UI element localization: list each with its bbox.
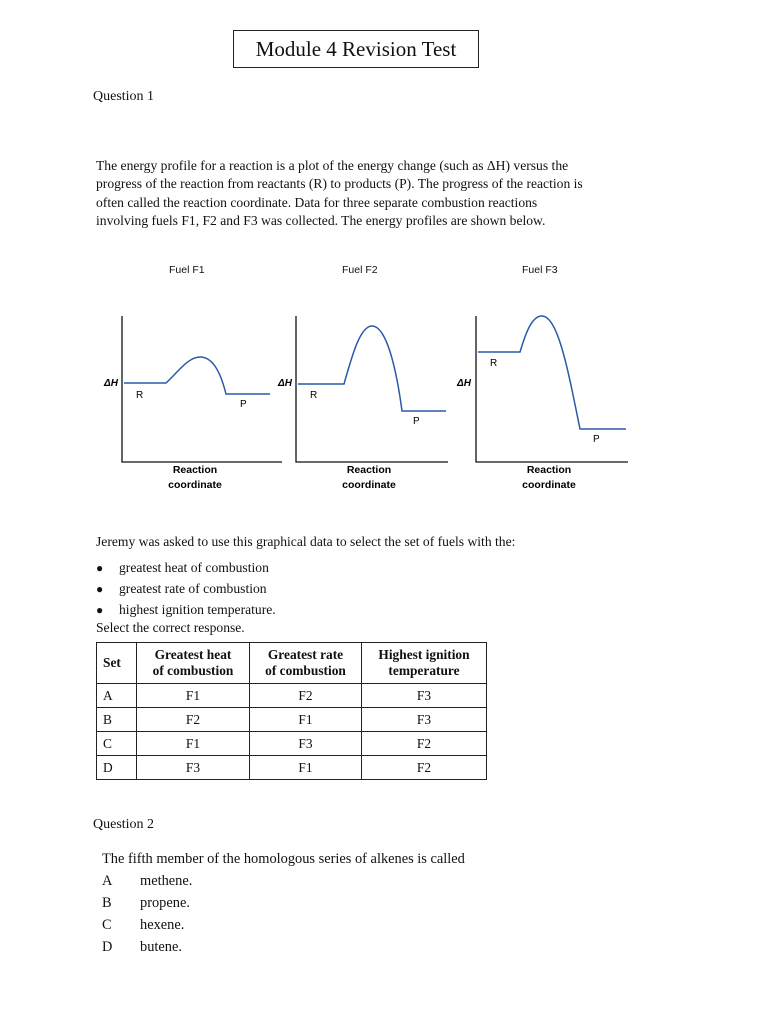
table-header-cell: Highest ignition temperature — [362, 643, 487, 684]
table-cell: B — [97, 708, 137, 732]
option-b — [102, 895, 190, 912]
bullet-icon: ● — [96, 561, 104, 575]
list-item-text: greatest rate of combustion — [119, 581, 267, 596]
option-letter: A — [102, 873, 113, 889]
diagram-f1-product-label: P — [240, 399, 247, 410]
option-d — [102, 939, 182, 956]
table-cell: F3 — [137, 756, 250, 780]
table-header-row — [97, 643, 487, 684]
intro-line: progress of the reaction from reactants (R) to products (P). The progress of the reaction is — [96, 176, 583, 192]
list-item — [96, 557, 276, 578]
question-1-label: Question 1 — [93, 89, 155, 104]
diagram-f3-curve — [478, 316, 626, 429]
option-c — [102, 917, 184, 934]
table-cell: F1 — [137, 732, 250, 756]
table-cell: F1 — [137, 684, 250, 708]
diagram-f1-y-label: ΔH — [104, 378, 118, 389]
test-title: Module 4 Revision Test — [233, 30, 479, 68]
option-letter: B — [102, 895, 112, 911]
table-row — [97, 756, 487, 780]
table-header-cell: Set — [97, 643, 137, 684]
criteria-list — [96, 557, 276, 620]
intro-line: often called the reaction coordinate. Data for three separate combustion reactions — [96, 194, 538, 210]
option-text: butene. — [140, 939, 182, 955]
diagram-f2-title: Fuel F2 — [342, 264, 378, 276]
diagram-f2-reactant-label: R — [310, 390, 318, 401]
table-cell: F1 — [250, 708, 362, 732]
select-instruction: Select the correct response. — [96, 620, 245, 635]
table-cell: F3 — [362, 684, 487, 708]
diagram-f3-title: Fuel F3 — [522, 264, 558, 276]
bullet-icon: ● — [96, 603, 104, 617]
option-text: hexene. — [140, 917, 185, 933]
diagram-f3-reactant-label: R — [490, 358, 498, 369]
diagram-f1-x-label: Reaction — [172, 464, 218, 476]
table-header-cell: Greatest heat of combustion — [137, 643, 250, 684]
intro-line: involving fuels F1, F2 and F3 was collected. The energy profiles are shown below. — [96, 212, 546, 228]
diagram-f2-y-label: ΔH — [278, 378, 292, 389]
table-cell: F2 — [362, 756, 487, 780]
question-2-label: Question 2 — [93, 817, 155, 832]
diagram-f2-x-label: coordinate — [342, 479, 396, 491]
diagram-f2-x-label: Reaction — [346, 464, 392, 476]
diagram-f3-y-label: ΔH — [457, 378, 471, 389]
option-letter: D — [102, 939, 113, 955]
task-text: Jeremy was asked to use this graphical data to select the set of fuels with the: — [96, 534, 516, 549]
table-cell: C — [97, 732, 137, 756]
table-cell: F2 — [250, 684, 362, 708]
table-cell: A — [97, 684, 137, 708]
diagram-f1-curve — [124, 357, 270, 394]
diagram-f1-title: Fuel F1 — [169, 264, 205, 276]
bullet-icon: ● — [96, 582, 104, 596]
table-cell: D — [97, 756, 137, 780]
diagram-f1-axes — [122, 316, 282, 462]
table-cell: F2 — [362, 732, 487, 756]
table-header-cell: Greatest rate of combustion — [250, 643, 362, 684]
diagram-f3-x-label: coordinate — [522, 479, 576, 491]
option-letter: C — [102, 917, 112, 933]
table-cell: F2 — [137, 708, 250, 732]
diagram-f3 — [456, 316, 628, 491]
list-item — [96, 599, 276, 620]
table-row — [97, 684, 487, 708]
response-table — [96, 642, 487, 780]
diagram-f1-reactant-label: R — [136, 390, 144, 401]
option-text: propene. — [140, 895, 190, 911]
option-text: methene. — [140, 873, 193, 889]
table-cell: F1 — [250, 756, 362, 780]
diagram-f1 — [103, 316, 282, 491]
list-item-text: highest ignition temperature. — [119, 602, 276, 617]
diagram-f2-curve — [298, 326, 446, 411]
diagram-f2-product-label: P — [413, 416, 420, 427]
table-cell: F3 — [250, 732, 362, 756]
diagram-f3-axes — [476, 316, 628, 462]
diagram-f2-axes — [296, 316, 448, 462]
intro-line: The energy profile for a reaction is a plot of the energy change (such as ΔH) versus the — [96, 158, 569, 173]
list-item — [96, 578, 276, 599]
diagram-f3-product-label: P — [593, 434, 600, 445]
question-2-stem: The fifth member of the homologous series of alkenes is called — [102, 851, 465, 867]
diagram-f1-x-label: coordinate — [168, 479, 222, 491]
table-cell: F3 — [362, 708, 487, 732]
option-a — [102, 873, 192, 890]
diagram-f2 — [277, 316, 448, 491]
table-row — [97, 708, 487, 732]
diagram-f3-x-label: Reaction — [526, 464, 572, 476]
list-item-text: greatest heat of combustion — [119, 560, 269, 575]
table-row — [97, 732, 487, 756]
